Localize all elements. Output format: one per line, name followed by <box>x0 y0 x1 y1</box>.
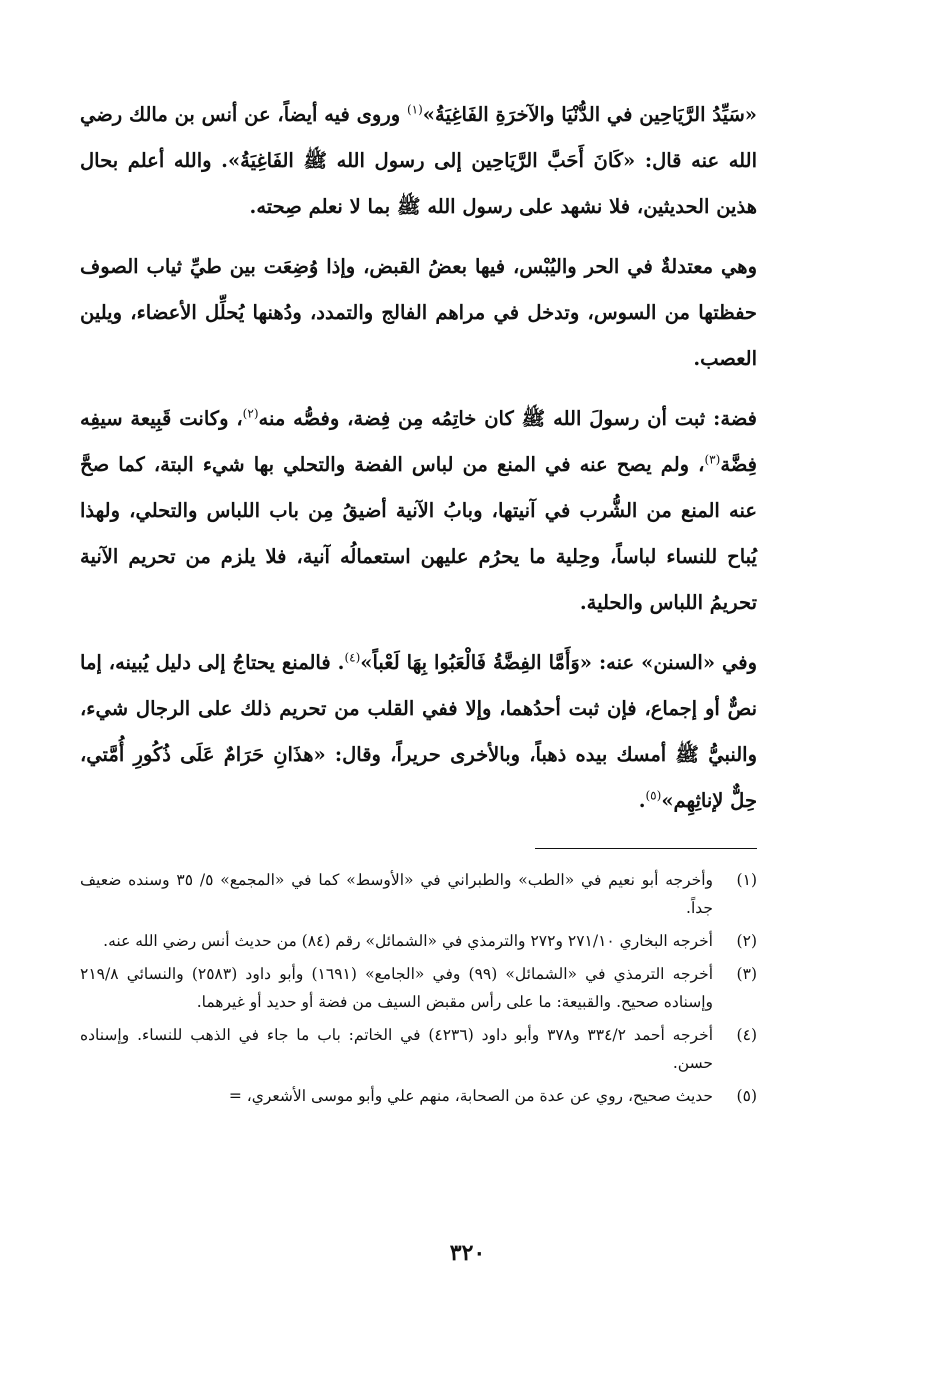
footnote-5 <box>80 1082 757 1110</box>
footnote-text: حديث صحيح، روي عن عدة من الصحابة، منهم علي وأبو موسى الأشعري، = <box>228 1087 713 1105</box>
footnote-separator <box>535 848 757 849</box>
footnote-number: (٢) <box>736 932 757 950</box>
footnote-ref-4[interactable]: (٤) <box>344 650 361 665</box>
footnote-4 <box>80 1021 757 1077</box>
footnote-number: (٤) <box>736 1026 757 1044</box>
paragraph-3 <box>80 396 757 626</box>
footnote-ref-1[interactable]: (١) <box>406 102 423 117</box>
main-text <box>80 92 757 1382</box>
footnote-2 <box>80 927 757 955</box>
footnote-ref-2[interactable]: (٢) <box>242 406 259 421</box>
footnote-text: أخرجه الترمذي في «الشمائل» (٩٩) وفي «الجامع» (١٦٩١) وأبو داود (٢٥٨٣) والنسائي ٢١٩/٨ وإسناده صحيح. والقبيعة: ما على رأس مقبض السيف من فضة أو حديد أو غيرهما. <box>80 965 713 1011</box>
footnote-number: (١) <box>736 871 757 889</box>
footnote-ref-3[interactable]: (٣) <box>704 452 721 467</box>
footnote-number: (٣) <box>736 965 757 983</box>
paragraph-4-text-c: . <box>638 789 646 812</box>
footnote-ref-5[interactable]: (٥) <box>645 788 662 803</box>
footnotes <box>80 866 757 1115</box>
paragraph-3-text-a: فضة: ثبت أن رسولَ الله ﷺ كان خاتِمُه مِن فِضة، وفصُّه منه <box>258 407 758 430</box>
paragraph-1 <box>80 92 757 230</box>
footnote-text: أخرجه أحمد ٣٣٤/٢ و٣٧٨ وأبو داود (٤٢٣٦) في الخاتم: باب ما جاء في الذهب للنساء. وإسناده حسن. <box>80 1026 713 1072</box>
footnote-number: (٥) <box>736 1087 757 1105</box>
paragraph-4 <box>80 640 757 824</box>
paragraph-4-text-b: . فالمنع يحتاجُ إلى دليل يُبينه، إما نصٌّ أو إجماع، فإن ثبت أحدُهما، وإلا ففي القلب من تحريم ذلك على الرجال شيء، والنبيُّ ﷺ أمسك بيده ذهباً، وبالأخرى حريراً، وقال: «هذَانِ حَرَامٌ عَلَى ذُكُورِ أُمَّتي، حِلٌّ لإناثِهِم» <box>80 651 757 812</box>
paragraph-3-text-b: ، وكانت قَبِيعة سيفِه فِضَّة <box>80 407 757 476</box>
paragraph-1-text-b: وروى فيه أيضاً، عن أنس بن مالك رضي الله عنه قال: «كَانَ أَحَبَّ الرَّيَاحِين إلى رسول الله ﷺ الفَاغِيَةُ». والله أعلم بحال هذين الحديثين، فلا نشهد على رسول الله ﷺ بما لا نعلم صِحته. <box>80 103 757 218</box>
footnote-1 <box>80 866 757 922</box>
page-number: ٣٢٠ <box>449 1240 486 1266</box>
paragraph-3-text-c: ، ولم يصح عنه في المنع من لباس الفضة والتحلي بها شيء البتة، كما صحَّ عنه المنع من الشُّرب في آنيتها، وبابُ الآنية أضيقُ مِن باب اللباس والتحلي، ولهذا يُباح للنساء لباساً، وحِلية ما يحرُم عليهن استعمالُه آنية، فلا يلزم من تحريم الآنية تحريمُ اللباس والحلية. <box>80 453 757 614</box>
paragraph-4-text-a: وفي «السنن» عنه: «وَأَمَّا الفِضَّةُ فَالْعَبُوا بِهَا لَعْباً» <box>360 651 757 674</box>
paragraph-2-text: وهي معتدلةٌ في الحر واليُبْس، فيها بعضُ القبض، وإذا وُضِعَت بين طيِّ ثياب الصوف حفظتها من السوس، وتدخل في مراهم الفالج والتمدد، ودُهنها يُحلِّل الأعضاء، ويلين العصب. <box>80 255 757 370</box>
footnote-text: أخرجه البخاري ٢٧١/١٠ و٢٧٢ والترمذي في «الشمائل» رقم (٨٤) من حديث أنس رضي الله عنه. <box>103 932 713 950</box>
paragraph-1-text-a: «سَيِّدُ الرَّيَاحِين في الدُّنْيَا والآخرَةِ الفَاغِيَةُ» <box>422 103 757 126</box>
footnote-text: وأخرجه أبو نعيم في «الطب» والطبراني في «الأوسط» كما في «المجمع» ٥/ ٣٥ وسنده ضعيف جداً. <box>80 871 714 917</box>
paragraph-2 <box>80 244 757 382</box>
footnote-3 <box>80 960 757 1016</box>
